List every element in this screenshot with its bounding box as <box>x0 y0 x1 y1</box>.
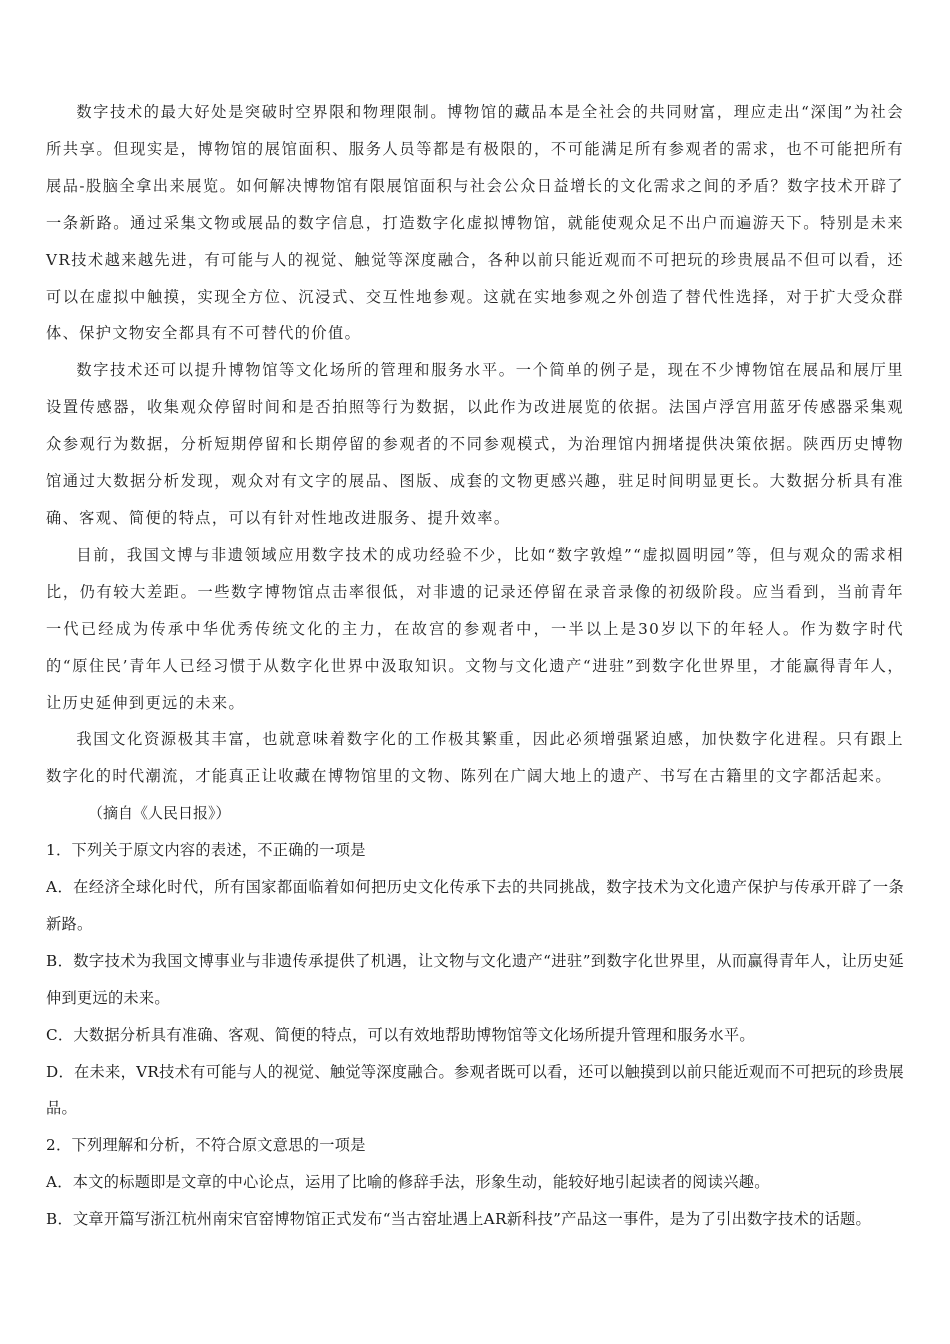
document-page <box>46 94 904 1238</box>
question-2 <box>46 1127 904 1238</box>
question-2-stem: 2．下列理解和分析，不符合原文意思的一项是 <box>46 1136 366 1155</box>
article-paragraph-1: 数字技术的最大好处是突破时空界限和物理限制。博物馆的藏品本是全社会的共同财富，理应走出“深闺”为社会所共享。但现实是，博物馆的展馆面积、服务人员等都是有极限的，不可能满足所有参观者的需求，也不可能把所有展品-股脑全拿出来展览。如何解决博物馆有限展馆面积与社会公众日益增长的文化需求之间的矛盾？数字技术开辟了一条新路。通过采集文物或展品的数字信息，打造数字化虚拟博物馆，就能使观众足不出户而遍游天下。特别是未来VR技术越来越先进，有可能与人的视觉、触觉等深度融合，各种以前只能近观而不可把玩的珍贵展品不但可以看，还可以在虚拟中触摸，实现全方位、沉浸式、交互性地参观。这就在实地参观之外创造了替代性选择，对于扩大受众群体、保护文物安全都具有不可替代的价值。 <box>46 103 904 343</box>
article-source: （摘自《人民日报》） <box>88 804 231 823</box>
article-paragraph-3: 目前，我国文博与非遗领域应用数字技术的成功经验不少，比如“数字敦煌”“虚拟圆明园”等，但与观众的需求相比，仍有较大差距。一些数字博物馆点击率很低，对非遗的记录还停留在录音录像的初级阶段。应当看到，当前青年一代已经成为传承中华优秀传统文化的主力，在故宫的参观者中，一半以上是30岁以下的年轻人。作为数字时代的“原住民’青年人已经习惯于从数字化世界中汲取知识。文物与文化遗产“进驻”到数字化世界里，才能赢得青年人，让历史延伸到更远的未来。 <box>46 545 904 712</box>
article-paragraph-2: 数字技术还可以提升博物馆等文化场所的管理和服务水平。一个简单的例子是，现在不少博物馆在展品和展厅里设置传感器，收集观众停留时间和是否拍照等行为数据，以此作为改进展览的依据。法国卢浮宫用蓝牙传感器采集观众参观行为数据，分析短期停留和长期停留的参观者的不同参观模式，为治理馆内拥堵提供决策依据。陕西历史博物馆通过大数据分析发现，观众对有文字的展品、图版、成套的文物更感兴趣，驻足时间明显更长。大数据分析具有准确、客观、简便的特点，可以有针对性地改进服务、提升效率。 <box>46 361 904 527</box>
question-1-option-b: B．数字技术为我国文博事业与非遗传承提供了机遇，让文物与文化遗产“进驻”到数字化世界里，从而赢得青年人，让历史延伸到更远的未来。 <box>46 951 904 1007</box>
question-1 <box>46 832 904 1127</box>
question-2-option-a: A．本文的标题即是文章的中心论点，运用了比喻的修辞手法，形象生动，能较好地引起读者的阅读兴趣。 <box>46 1173 770 1192</box>
question-1-option-c: C．大数据分析具有准确、客观、简便的特点，可以有效地帮助博物馆等文化场所提升管理和服务水平。 <box>46 1025 755 1044</box>
question-1-option-a: A．在经济全球化时代，所有国家都面临着如何把历史文化传承下去的共同挑战，数字技术为文化遗产保护与传承开辟了一条新路。 <box>46 878 904 933</box>
question-1-stem: 1．下列关于原文内容的表述，不正确的一项是 <box>46 841 366 860</box>
question-1-option-d: D．在未来，VR技术有可能与人的视觉、触觉等深度融合。参观者既可以看，还可以触摸到以前只能近观而不可把玩的珍贵展品。 <box>46 1062 904 1118</box>
article-paragraph-4: 我国文化资源极其丰富，也就意味着数字化的工作极其繁重，因此必须增强紧迫感，加快数字化进程。只有跟上数字化的时代潮流，才能真正让收藏在博物馆里的文物、陈列在广阔大地上的遗产、书写在古籍里的文字都活起来。 <box>46 730 904 786</box>
question-2-option-b: B．文章开篇写浙江杭州南宋官窑博物馆正式发布“当古窑址遇上AR新科技”产品这一事件，是为了引出数字技术的话题。 <box>46 1210 871 1229</box>
